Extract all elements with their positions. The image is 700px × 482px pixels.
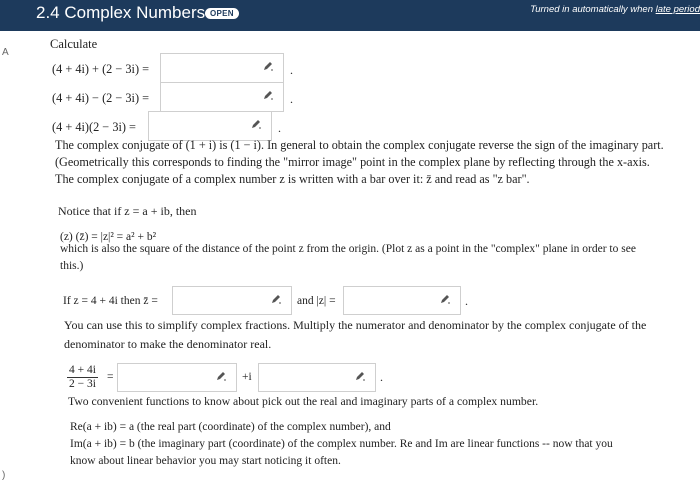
plus-i-label: +i: [242, 371, 252, 383]
side-mark-top: A: [2, 47, 9, 58]
notice-line1: Notice that if z = a + ib, then: [58, 204, 197, 218]
modulus-equation: (z) (z̄) = |z|² = a² + b²: [60, 231, 157, 243]
question-product: (4 + 4i)(2 − 3i) =: [52, 120, 136, 134]
real-part-input[interactable]: [117, 363, 237, 392]
answer-product-input[interactable]: [148, 111, 272, 141]
pencil-icon: [354, 370, 366, 382]
functions-text-line4: know about linear behavior you may start noticing it often.: [70, 455, 341, 467]
period-5: .: [380, 370, 383, 384]
fraction-denominator: 2 − 3i: [69, 378, 96, 390]
side-mark-bottom: ): [2, 470, 6, 481]
conjugate-text-line3: The complex conjugate of a complex number z is written with a bar over it: z̄ and read as "z bar".: [55, 172, 530, 186]
page-title: 2.4 Complex Numbers: [36, 3, 206, 22]
imaginary-function-text: Im(a + ib) = b (the imaginary part (coordinate) of the complex number. Re and Im are linear functions -- now that you: [70, 438, 613, 450]
pencil-icon: [250, 118, 262, 130]
functions-text-line1: Two convenient functions to know about pick out the real and imaginary parts of a complex number.: [68, 395, 539, 408]
real-function-text: Re(a + ib) = a (the real part (coordinate) of the complex number), and: [70, 421, 391, 433]
conjugate-question: If z = 4 + 4i then z̄ =: [63, 295, 158, 307]
pencil-icon: [215, 370, 227, 382]
conjugate-text-line2: (Geometrically this corresponds to finding the "mirror image" point in the complex plane by reflecting through the x-axis.: [55, 155, 650, 169]
answer-sum-input[interactable]: [160, 53, 284, 83]
fraction-equals: =: [107, 371, 114, 383]
status-badge: OPEN: [205, 8, 239, 19]
notice-line3: this.): [60, 260, 84, 272]
complex-fraction: [67, 364, 98, 391]
pencil-icon: [439, 293, 451, 305]
answer-difference-input[interactable]: [160, 82, 284, 112]
period-4: .: [465, 294, 468, 308]
modulus-answer-input[interactable]: [343, 286, 461, 315]
turn-in-notice: [530, 4, 700, 15]
period-3: .: [278, 121, 281, 135]
pencil-icon: [262, 60, 274, 72]
late-period-link[interactable]: late period: [655, 4, 700, 15]
header-bar: [0, 0, 700, 31]
pencil-icon: [270, 293, 282, 305]
modulus-label: and |z| =: [297, 295, 336, 307]
calculate-label: Calculate: [50, 37, 98, 51]
notice-text: Turned in automatically when: [530, 4, 656, 15]
period-2: .: [290, 92, 293, 106]
imaginary-part-input[interactable]: [258, 363, 376, 392]
period-1: .: [290, 63, 293, 77]
notice-line2: which is also the square of the distance of the point z from the origin. (Plot z as a point in the "complex" plane in order to see: [60, 243, 636, 255]
simplify-text-line1: You can use this to simplify complex fractions. Multiply the numerator and denominator by the complex conjugate of the: [64, 318, 647, 332]
question-difference: (4 + 4i) − (2 − 3i) =: [52, 91, 150, 105]
question-sum: (4 + 4i) + (2 − 3i) =: [52, 62, 150, 76]
pencil-icon: [262, 89, 274, 101]
conjugate-answer-input[interactable]: [172, 286, 292, 315]
fraction-numerator: 4 + 4i: [69, 364, 96, 376]
conjugate-text-line1: The complex conjugate of (1 + i) is (1 − i). In general to obtain the complex conjugate reverse the sign of the imaginary part.: [55, 138, 664, 152]
simplify-text-line2: denominator to make the denominator real.: [64, 337, 272, 351]
